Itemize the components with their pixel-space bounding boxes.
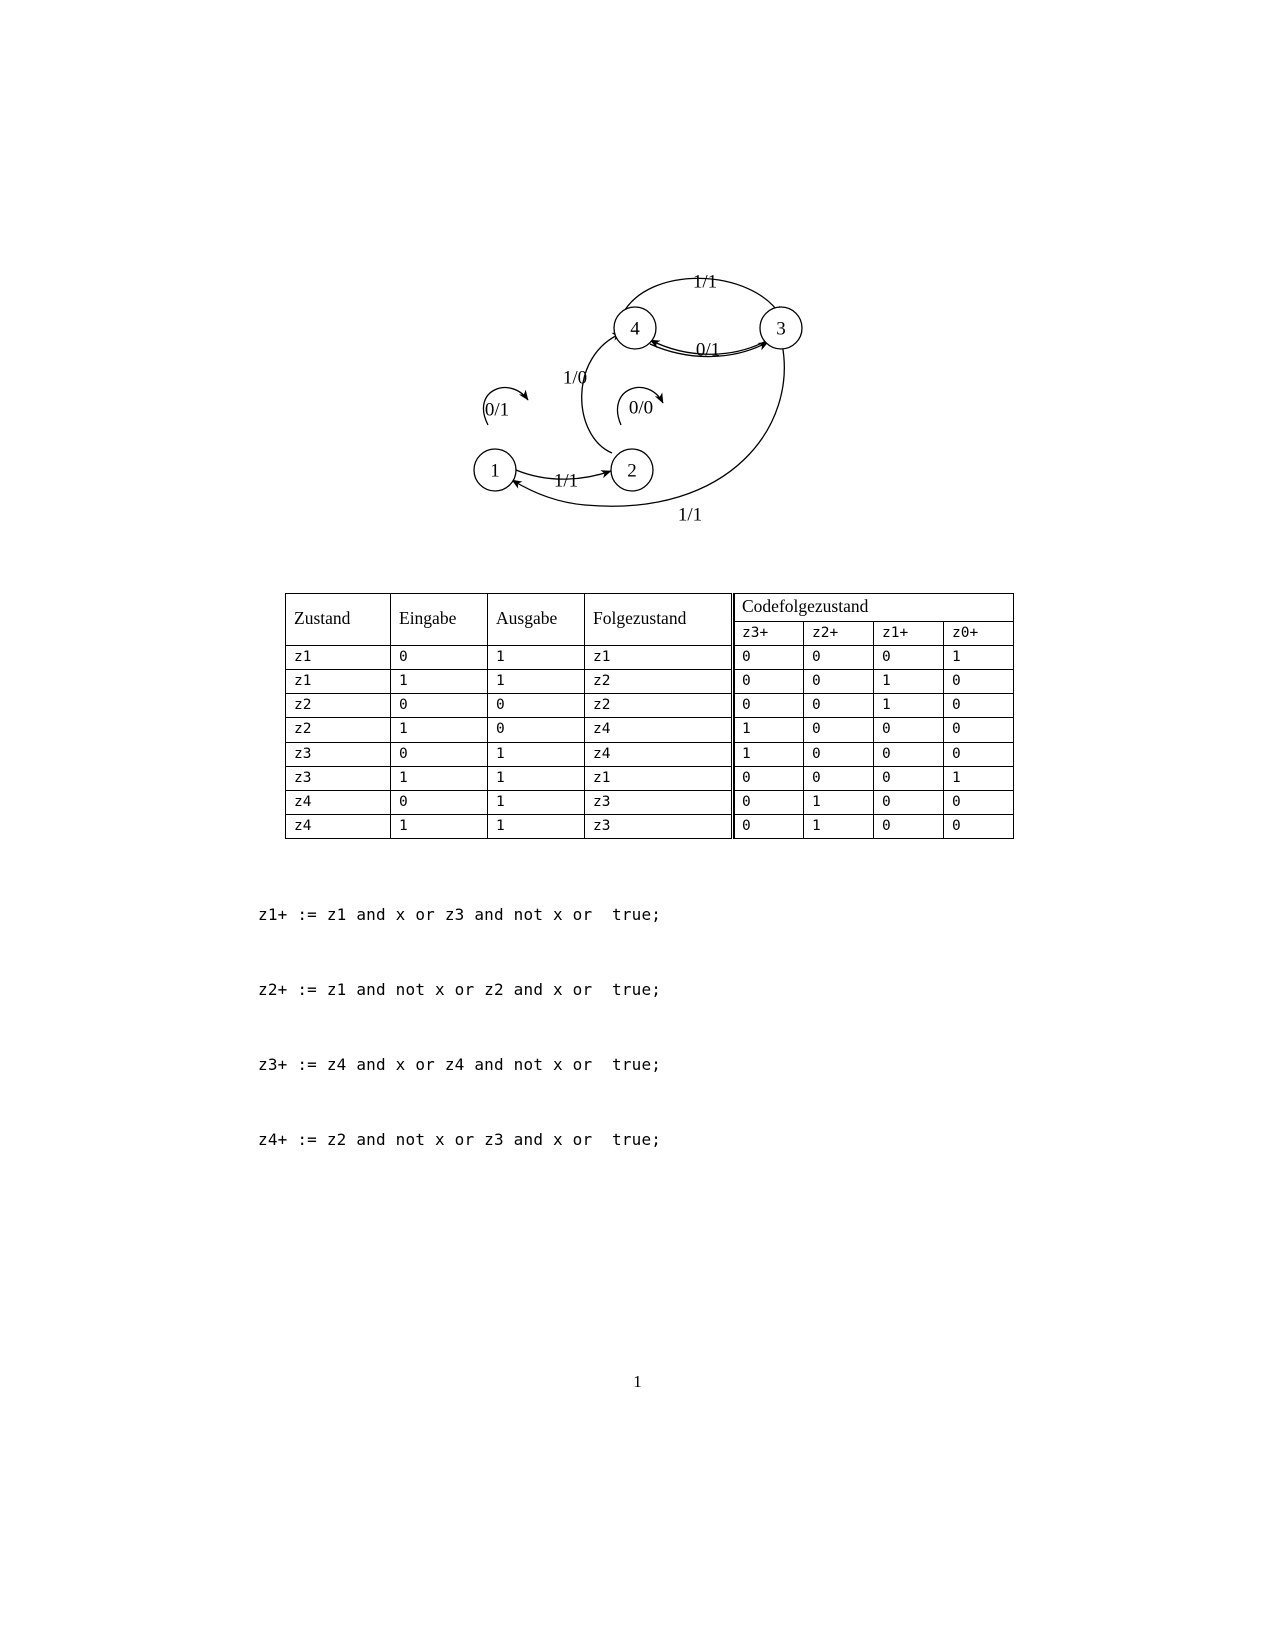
table-row (286, 766, 1014, 790)
cell-zustand: z4 (286, 790, 391, 814)
cell-z3plus: 0 (733, 790, 804, 814)
cell-zustand: z1 (286, 646, 391, 670)
cell-zustand: z3 (286, 766, 391, 790)
cell-folgezustand: z2 (585, 670, 733, 694)
cell-z2plus: 0 (804, 766, 874, 790)
edge-label-1-1: 0/1 (484, 399, 510, 421)
state-transition-table (285, 593, 1014, 839)
col-header-z2plus: z2+ (804, 621, 874, 645)
cell-z2plus: 0 (804, 670, 874, 694)
cell-z2plus: 1 (804, 790, 874, 814)
cell-z0plus: 0 (944, 670, 1014, 694)
cell-folgezustand: z4 (585, 718, 733, 742)
cell-folgezustand: z3 (585, 814, 733, 838)
equation-z3plus: z3+ := z4 and x or z4 and not x or true; (258, 1055, 662, 1074)
state-node-2 (611, 449, 653, 491)
cell-folgezustand: z2 (585, 694, 733, 718)
boolean-equations (258, 852, 661, 1177)
cell-eingabe: 0 (391, 790, 488, 814)
cell-z0plus: 0 (944, 694, 1014, 718)
cell-z1plus: 0 (874, 718, 944, 742)
table-row (286, 790, 1014, 814)
cell-ausgabe: 1 (488, 646, 585, 670)
col-header-folgezustand: Folgezustand (585, 594, 733, 646)
edge-2-4 (582, 333, 622, 453)
cell-z2plus: 0 (804, 646, 874, 670)
table-row (286, 718, 1014, 742)
state-diagram (400, 240, 880, 540)
table-row (286, 814, 1014, 838)
cell-eingabe: 0 (391, 646, 488, 670)
cell-z0plus: 1 (944, 646, 1014, 670)
edge-label-3-1: 1/1 (677, 504, 703, 526)
cell-z3plus: 0 (733, 766, 804, 790)
state-node-3 (760, 307, 802, 349)
state-node-1 (474, 449, 516, 491)
cell-eingabe: 0 (391, 742, 488, 766)
cell-z2plus: 0 (804, 694, 874, 718)
cell-zustand: z3 (286, 742, 391, 766)
col-header-z1plus: z1+ (874, 621, 944, 645)
cell-z0plus: 0 (944, 742, 1014, 766)
edge-label-2-2: 0/0 (628, 397, 654, 419)
cell-z1plus: 1 (874, 694, 944, 718)
edge-label-2-4: 1/0 (562, 367, 588, 389)
cell-z3plus: 0 (733, 694, 804, 718)
col-header-codefolgezustand: Codefolgezustand (733, 594, 1014, 622)
cell-z1plus: 1 (874, 670, 944, 694)
edge-label-3-4: 0/1 (695, 339, 721, 361)
cell-z0plus: 0 (944, 790, 1014, 814)
equation-z1plus: z1+ := z1 and x or z3 and not x or true; (258, 905, 662, 924)
edge-label-1-2: 1/1 (553, 470, 579, 492)
cell-z0plus: 0 (944, 814, 1014, 838)
state-node-2-label: 2 (627, 460, 637, 482)
cell-folgezustand: z4 (585, 742, 733, 766)
cell-z2plus: 0 (804, 718, 874, 742)
table-header-row (286, 594, 1014, 622)
cell-ausgabe: 1 (488, 670, 585, 694)
cell-z0plus: 0 (944, 718, 1014, 742)
cell-eingabe: 1 (391, 814, 488, 838)
cell-ausgabe: 0 (488, 694, 585, 718)
cell-z1plus: 0 (874, 766, 944, 790)
edge-label-4-3: 1/1 (692, 271, 718, 293)
cell-z0plus: 1 (944, 766, 1014, 790)
cell-z3plus: 0 (733, 670, 804, 694)
cell-z3plus: 0 (733, 814, 804, 838)
state-node-4-label: 4 (630, 318, 640, 340)
col-header-ausgabe: Ausgabe (488, 594, 585, 646)
state-node-1-label: 1 (490, 460, 500, 482)
cell-eingabe: 1 (391, 670, 488, 694)
cell-ausgabe: 1 (488, 742, 585, 766)
table-row (286, 670, 1014, 694)
cell-eingabe: 1 (391, 718, 488, 742)
cell-z3plus: 0 (733, 646, 804, 670)
cell-ausgabe: 0 (488, 718, 585, 742)
cell-folgezustand: z1 (585, 766, 733, 790)
equation-z4plus: z4+ := z2 and not x or z3 and x or true; (258, 1130, 662, 1149)
cell-ausgabe: 1 (488, 814, 585, 838)
table-row (286, 646, 1014, 670)
cell-folgezustand: z1 (585, 646, 733, 670)
cell-z1plus: 0 (874, 742, 944, 766)
cell-eingabe: 0 (391, 694, 488, 718)
col-header-z0plus: z0+ (944, 621, 1014, 645)
cell-folgezustand: z3 (585, 790, 733, 814)
cell-z3plus: 1 (733, 742, 804, 766)
cell-ausgabe: 1 (488, 766, 585, 790)
cell-z2plus: 1 (804, 814, 874, 838)
table-row (286, 694, 1014, 718)
cell-zustand: z2 (286, 694, 391, 718)
cell-zustand: z2 (286, 718, 391, 742)
cell-ausgabe: 1 (488, 790, 585, 814)
cell-z1plus: 0 (874, 814, 944, 838)
cell-z3plus: 1 (733, 718, 804, 742)
col-header-z3plus: z3+ (733, 621, 804, 645)
state-node-4 (614, 307, 656, 349)
cell-zustand: z1 (286, 670, 391, 694)
cell-eingabe: 1 (391, 766, 488, 790)
cell-z1plus: 0 (874, 646, 944, 670)
cell-z1plus: 0 (874, 790, 944, 814)
col-header-eingabe: Eingabe (391, 594, 488, 646)
table-row (286, 742, 1014, 766)
col-header-zustand: Zustand (286, 594, 391, 646)
cell-z2plus: 0 (804, 742, 874, 766)
state-node-3-label: 3 (776, 318, 786, 340)
page-number: 1 (633, 1372, 642, 1391)
equation-z2plus: z2+ := z1 and not x or z2 and x or true; (258, 980, 662, 999)
cell-zustand: z4 (286, 814, 391, 838)
